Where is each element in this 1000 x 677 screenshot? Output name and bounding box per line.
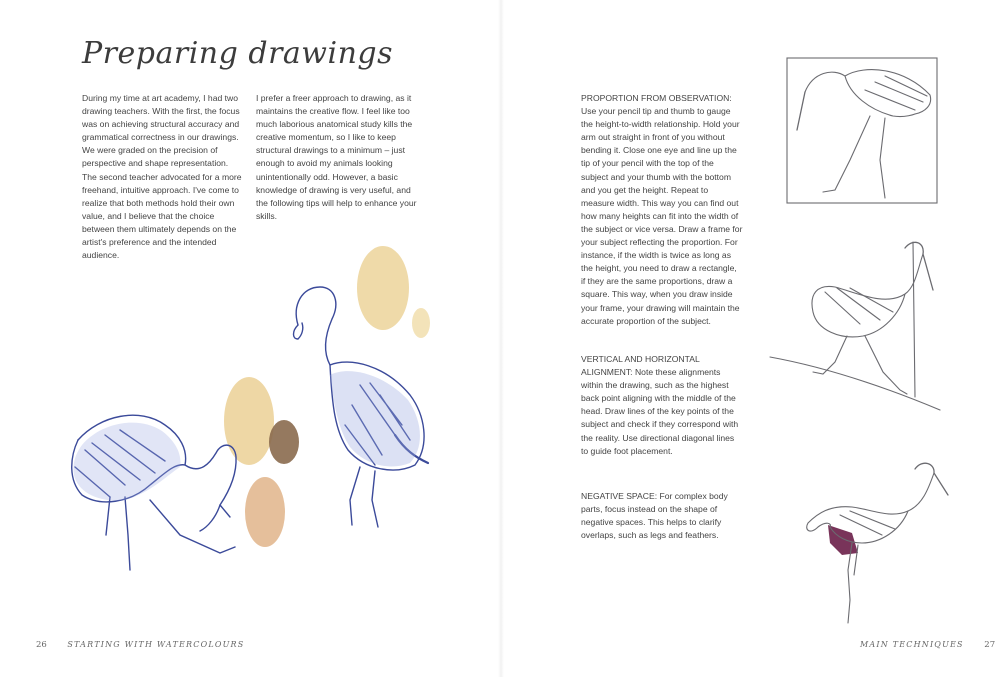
left-footer — [36, 640, 244, 650]
tip-alignment: VERTICAL AND HORIZONTAL ALIGNMENT: Note these alignments within the drawing, such as the highest back point aligning with the middle of the head. Draw lines of the key points of the subject and check if they correspond with the reality. Use directional diagonal lines to guide foot placement. — [581, 354, 739, 456]
stork-negative-space-sketch — [790, 455, 960, 630]
proportion-frame — [787, 58, 937, 203]
negative-space-shape — [828, 525, 858, 555]
vertical-guide-line — [913, 242, 915, 397]
page-gutter — [498, 0, 504, 677]
tip-negative-space: NEGATIVE SPACE: For complex body parts, focus instead on the shape of negative spaces. This helps to clarify overlaps, such as legs and feathers. — [581, 491, 728, 541]
yellow-swatch-large — [357, 246, 409, 330]
right-footer — [860, 640, 995, 650]
intro-paragraph-2: I prefer a freer approach to drawing, as it maintains the creative flow. I feel like too much laborious anatomical study kills the creative momentum, so I like to keep structural drawings to a minimum – just enough to avoid my animals looking unintentionally odd. However, a basic knowledge of drawing is very useful, and the following tips will help to enhance your skills. — [256, 93, 417, 221]
standing-flamingo-wash — [330, 371, 420, 466]
page-title: Preparing drawings — [82, 36, 393, 71]
brown-swatch — [269, 420, 299, 464]
yellow-swatch-mid — [224, 377, 274, 465]
stork-framed-sketch — [775, 50, 945, 210]
stork-alignment-sketch — [765, 232, 945, 417]
feeding-flamingo-wash — [73, 423, 180, 501]
right-page-number: 27 — [984, 640, 996, 650]
left-page-number: 26 — [36, 640, 47, 650]
intro-paragraph-1: During my time at art academy, I had two drawing teachers. With the first, the focus was on achieving structural accuracy and grammatical correctness in our drawings. We were graded on the precision of perspective and shape representation. The second teacher advocated for a more freehand, intuitive approach. I've come to realize that both methods hold their own value, and I believe that the choice between them ultimately depends on the artist's preference and the intended audience. — [82, 93, 242, 261]
yellow-swatch-small — [412, 308, 430, 338]
right-section-label: MAIN TECHNIQUES — [860, 640, 964, 649]
flamingo-illustration — [30, 235, 450, 580]
tan-swatch — [245, 477, 285, 547]
left-section-label: STARTING WITH WATERCOLOURS — [67, 640, 245, 649]
tip-proportion: PROPORTION FROM OBSERVATION: Use your pencil tip and thumb to gauge the height-to-width relationship. Hold your arm out straight in front of you without bending it. Close one eye and line up the tip of your pencil with the top of the subject and your thumb with the bottom and you get the height. Repeat to measure width. This way you can find out how many heights can fit into the width of the subject or vice versa. Draw a frame for your subject reflecting the proportion. For instance, if the width is twice as long as the height, you need to draw a rectangle, if they are the same proportions, draw a square. This way, when you draw inside your frame, your drawing will maintain the accurate proportion of the subject. — [581, 93, 743, 326]
